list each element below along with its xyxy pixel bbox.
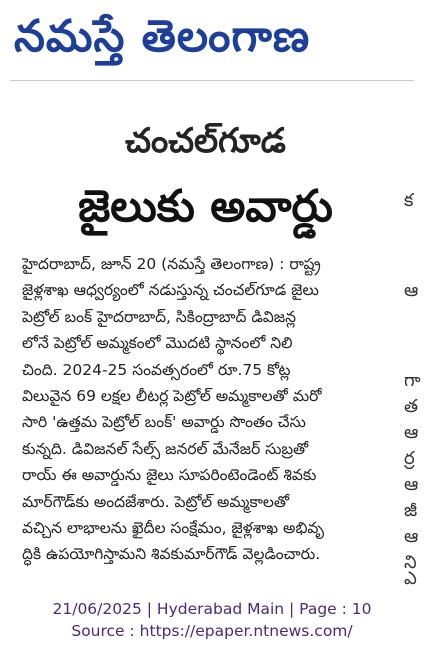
footer-source-link[interactable]: Source : https://epaper.ntnews.com/ bbox=[71, 622, 353, 640]
article-body-line: పెట్రోల్‌ బంక్‌ హైదరాబాద్‌, సికింద్రాబాద్‌ డివిజన్ల bbox=[22, 307, 297, 326]
article-body-line: రాయ్‌ ఈ అవార్డును జైలు సూపరింటెండెంట్‌ శివకు bbox=[22, 466, 317, 485]
article-body-line: వచ్చిన లాభాలను ఖైదీల సంక్షేమం, జైళ్లశాఖ అభివృ bbox=[22, 519, 324, 538]
adjacent-column-char: జీ bbox=[404, 500, 418, 521]
adjacent-column-char: ని bbox=[404, 552, 417, 573]
page-footer bbox=[0, 598, 424, 642]
footer-date-edition-page: 21/06/2025 | Hyderabad Main | Page : 10 bbox=[52, 600, 372, 618]
newspaper-masthead-title: నమస్తే తెలంగాణ bbox=[14, 11, 311, 62]
article-headline: జైలుకు అవార్డు bbox=[78, 181, 333, 232]
article-body-line: హైదరాబాద్‌, జూన్‌ 20 (నమస్తే తెలంగాణ) : రాష్ట్ర bbox=[22, 255, 321, 273]
adjacent-column-char: ఆ bbox=[404, 474, 419, 495]
masthead bbox=[0, 0, 424, 95]
masthead-divider bbox=[10, 80, 414, 81]
article-body-line: మార్‌గౌడ్‌కు అందజేశారు. పెట్రోల్‌ అమ్మకాలతో bbox=[22, 492, 289, 511]
adjacent-column-char: త bbox=[404, 396, 419, 417]
article-body-line: ద్ధికి ఉపయోగిస్తామని శివకుమార్‌గౌడ్‌ వెల్లడించారు. bbox=[22, 545, 321, 564]
article-body-line: సారి 'ఉత్తమ పెట్రోల్‌ బంక్‌' అవార్డు సొంతం చేసు bbox=[22, 413, 306, 432]
adjacent-column-fragment bbox=[404, 150, 424, 590]
article-body-line: విలువైన 69 లక్షల లీటర్ల పెట్రోల్‌ అమ్మకాలతో మరో bbox=[22, 387, 322, 406]
adjacent-column-char: ఆ bbox=[404, 526, 419, 547]
article-body bbox=[22, 251, 396, 568]
article-body-line: లోనే పెట్రోల్‌ అమ్మకంలో మొదటి స్థానంలో నిలి bbox=[22, 334, 293, 353]
article-body-line: చింది. 2024-25 సంవత్సరంలో రూ.75 కోట్ల bbox=[22, 360, 291, 379]
article-body-line: కున్నది. డివిజనల్‌ సేల్స్‌ జనరల్‌ మేనేజర్‌ సుబ్రతో bbox=[22, 439, 309, 458]
adjacent-column-char: ర్ర bbox=[404, 448, 415, 469]
adjacent-column-char: ఎ bbox=[404, 568, 417, 589]
adjacent-column-char: గా bbox=[404, 370, 421, 391]
adjacent-column-char: ఆ bbox=[404, 280, 419, 301]
adjacent-column-char: క bbox=[404, 190, 414, 211]
article-kicker: చంచల్‌గూడ bbox=[125, 121, 286, 161]
news-article bbox=[8, 95, 403, 589]
article-body-line: జైళ్లశాఖ ఆధ్వర్యంలో నడుస్తున్న చంచల్‌గూడ జైలు bbox=[22, 281, 319, 300]
adjacent-column-char: ఆ bbox=[404, 422, 419, 443]
